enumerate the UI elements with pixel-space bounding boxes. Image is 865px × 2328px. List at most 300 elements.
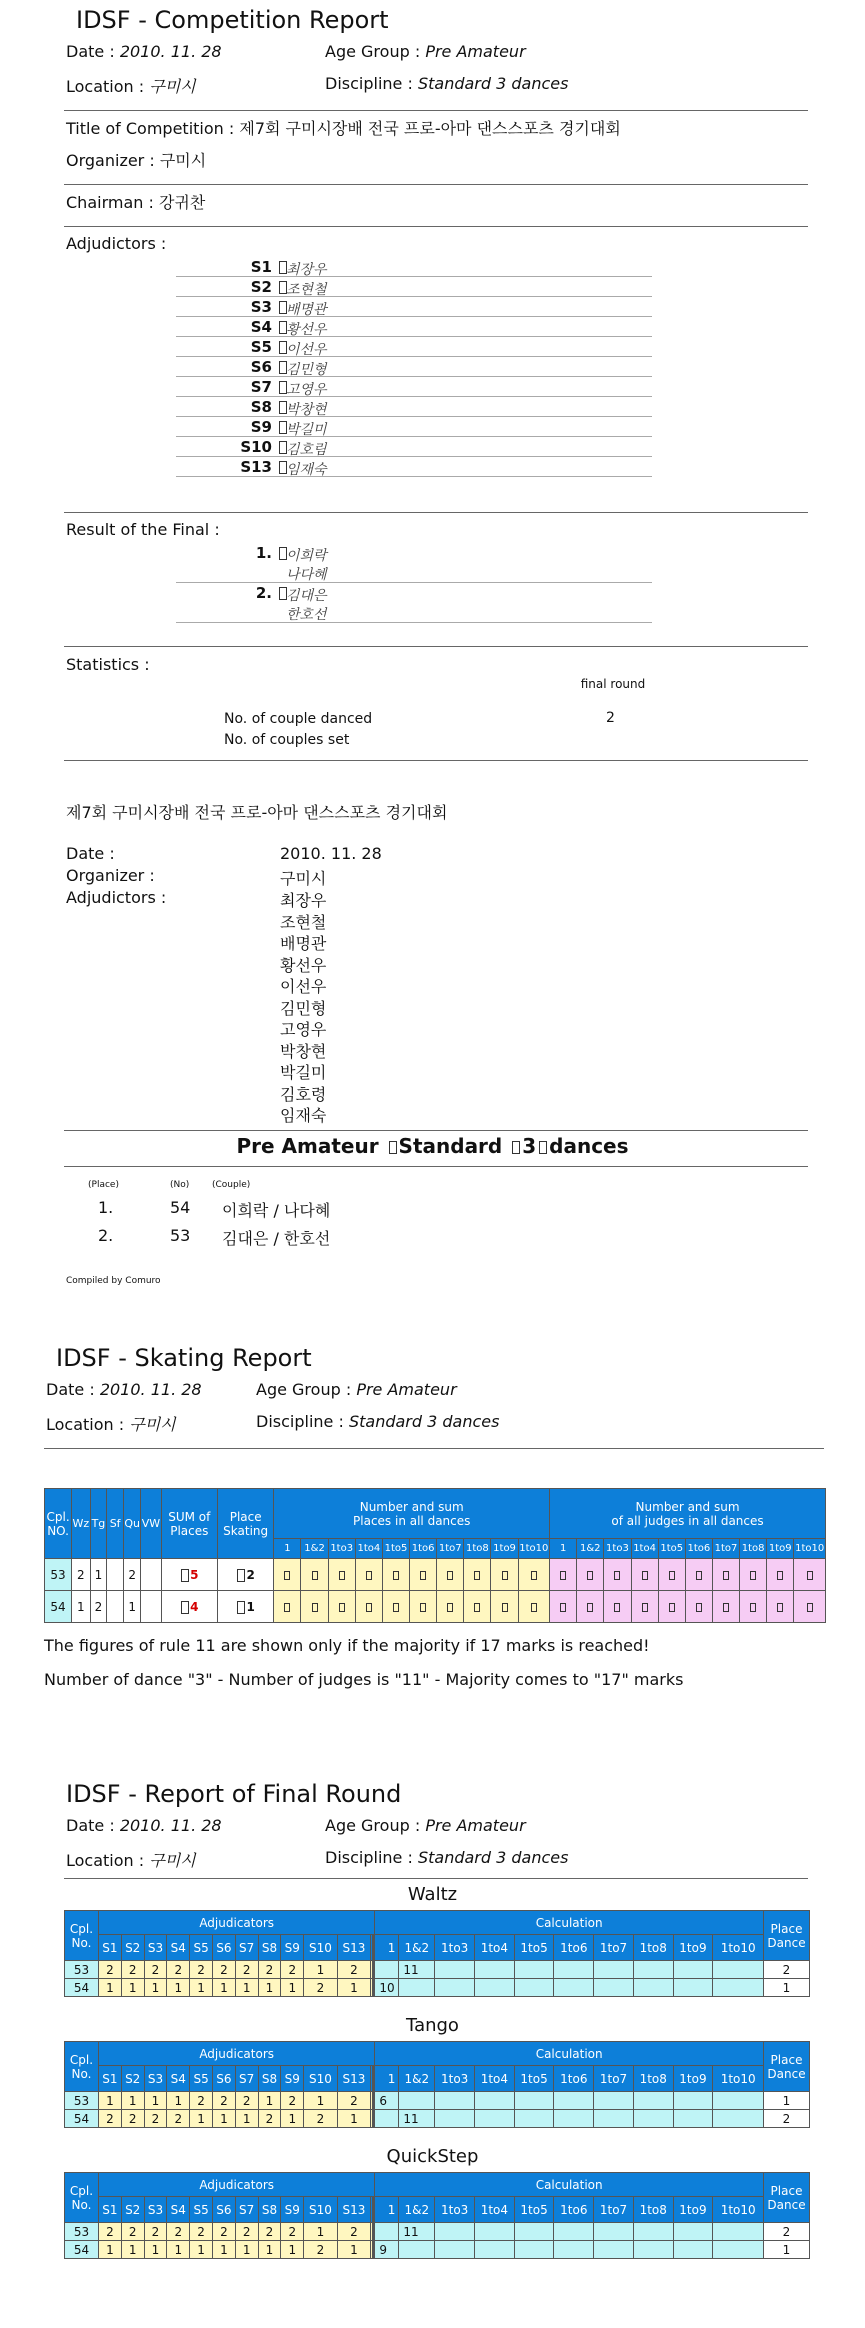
calc-cell xyxy=(554,2110,594,2128)
judge-mark: 1 xyxy=(144,2092,167,2110)
calc-cell xyxy=(475,1979,515,1997)
skating-note-rule11: The figures of rule 11 are shown only if the majority if 17 marks is reached! xyxy=(44,1636,650,1655)
result-partner-name: 김대은 xyxy=(286,588,327,604)
judge-mark: 1 xyxy=(190,2110,213,2128)
judge-mark: 2 xyxy=(258,2223,281,2241)
header-calc-col: 1to7 xyxy=(594,1935,634,1961)
box-glyph xyxy=(366,1571,372,1580)
judge-mark: 2 xyxy=(167,2110,190,2128)
box-glyph xyxy=(312,1603,318,1612)
result-place: 2. xyxy=(255,584,272,602)
judge-mark: 1 xyxy=(212,1979,235,1997)
couple-number: 53 xyxy=(45,1559,72,1591)
header-judge: S5 xyxy=(190,2197,213,2223)
judge-mark: 1 xyxy=(258,1979,281,1997)
final-round-table xyxy=(64,2041,810,2128)
judge-mark: 2 xyxy=(190,2092,213,2110)
divider xyxy=(64,1878,808,1879)
range-cell xyxy=(464,1591,491,1623)
discipline-value: Standard 3 dances xyxy=(417,1848,569,1867)
dance-place: 1 xyxy=(72,1591,90,1623)
couple-number: 53 xyxy=(65,1961,99,1979)
dance-name: QuickStep xyxy=(386,2146,479,2167)
judge-mark: 2 xyxy=(304,1979,338,1997)
skating-table xyxy=(44,1488,826,1623)
box-glyph xyxy=(669,1571,675,1580)
date-label: Date : xyxy=(66,42,115,61)
calc-cell: 11 xyxy=(399,1961,435,1979)
chairman-label: Chairman : xyxy=(66,193,154,212)
header-judge: S2 xyxy=(121,2197,144,2223)
judge-mark: 1 xyxy=(235,1979,258,1997)
adjudicator-code: S6 xyxy=(250,358,272,376)
calc-cell xyxy=(435,1979,475,1997)
header-row xyxy=(45,1489,826,1539)
range-cell xyxy=(550,1559,577,1591)
header-range: 1to8 xyxy=(740,1539,767,1559)
header-calc-col: 1to8 xyxy=(633,1935,673,1961)
header-judge: S8 xyxy=(258,2197,281,2223)
judge-mark: 2 xyxy=(212,2223,235,2241)
judge-mark: 1 xyxy=(337,2241,371,2259)
summary-adjudicator-name: 조현철 xyxy=(280,912,327,932)
skating-discipline-row xyxy=(256,1412,499,1431)
header-judge: S4 xyxy=(167,1935,190,1961)
judge-mark: 1 xyxy=(99,1979,122,1997)
box-glyph xyxy=(723,1603,729,1612)
header-range: 1to6 xyxy=(685,1539,712,1559)
place-skating xyxy=(217,1559,273,1591)
judge-mark: 1 xyxy=(235,2241,258,2259)
header-couple-number: Cpl. No. xyxy=(65,2042,99,2092)
calc-cell xyxy=(514,2092,554,2110)
summary-adjudicator-name: 김민형 xyxy=(280,998,327,1018)
range-cell xyxy=(301,1559,328,1591)
header-judge: S1 xyxy=(99,1935,122,1961)
couple-number: 54 xyxy=(65,1979,99,1997)
sum-of-places xyxy=(161,1591,217,1623)
range-cell xyxy=(301,1591,328,1623)
col-place-header: (Place) xyxy=(88,1180,119,1190)
range-cell xyxy=(437,1591,464,1623)
header-group-judges-line2: of all judges in all dances xyxy=(611,1513,764,1528)
date-row xyxy=(66,42,222,61)
ranking-place: 2. xyxy=(98,1226,114,1245)
box-glyph xyxy=(560,1571,566,1580)
header-calculation: Calculation xyxy=(375,2042,764,2066)
box-glyph xyxy=(750,1603,756,1612)
judge-mark: 2 xyxy=(144,1961,167,1979)
box-glyph xyxy=(750,1571,756,1580)
final-round-table xyxy=(64,2172,810,2259)
judge-mark: 1 xyxy=(212,2110,235,2128)
box-glyph xyxy=(389,1141,397,1154)
place-skating xyxy=(217,1591,273,1623)
discipline-label: Discipline : xyxy=(325,1848,413,1867)
box-glyph xyxy=(531,1603,537,1612)
header-judge: S4 xyxy=(167,2197,190,2223)
calc-cell xyxy=(435,2092,475,2110)
judge-mark: 2 xyxy=(337,1961,371,1979)
judge-mark: 1 xyxy=(121,1979,144,1997)
header-range: 1to7 xyxy=(437,1539,464,1559)
header-place-skating: Place Skating xyxy=(217,1489,273,1559)
judge-mark: 1 xyxy=(144,1979,167,1997)
range-cell xyxy=(355,1559,382,1591)
col-no-header: (No) xyxy=(170,1180,190,1190)
header-place-dance: Place Dance xyxy=(764,1911,810,1961)
place-dance: 2 xyxy=(764,2223,810,2241)
adjudicator-name: 김민형 xyxy=(286,362,327,378)
header-adjudicators: Adjudicators xyxy=(99,2042,375,2066)
range-cell xyxy=(712,1559,739,1591)
calc-cell xyxy=(554,2223,594,2241)
box-glyph xyxy=(447,1571,453,1580)
header-judge: S9 xyxy=(281,2066,304,2092)
header-range: 1to4 xyxy=(631,1539,658,1559)
location-value: 구미시 xyxy=(149,1851,196,1870)
judge-mark: 2 xyxy=(121,1961,144,1979)
box-glyph xyxy=(339,1571,345,1580)
box-glyph xyxy=(237,1601,245,1614)
calc-cell: 10 xyxy=(375,1979,399,1997)
adjudicator-name: 김호림 xyxy=(286,442,327,458)
adjudicator-name: 박창현 xyxy=(286,402,327,418)
header-judge: S9 xyxy=(281,1935,304,1961)
header-judge: S10 xyxy=(304,1935,338,1961)
range-cell xyxy=(794,1591,826,1623)
final-round-title: IDSF - Report of Final Round xyxy=(66,1780,402,1808)
header-calc-col: 1to10 xyxy=(713,2066,764,2092)
date-value: 2010. 11. 28 xyxy=(99,1380,202,1399)
range-cell xyxy=(328,1559,355,1591)
header-judge: S6 xyxy=(212,2066,235,2092)
organizer-value: 구미시 xyxy=(159,151,207,170)
calc-cell xyxy=(399,1979,435,1997)
dance-name: Tango xyxy=(406,2015,459,2036)
header-calc-col: 1to6 xyxy=(554,1935,594,1961)
calc-cell xyxy=(554,1961,594,1979)
couple-number: 53 xyxy=(65,2092,99,2110)
skating-date-row xyxy=(46,1380,202,1399)
calc-cell xyxy=(399,2241,435,2259)
header-judge: S5 xyxy=(190,2066,213,2092)
judge-mark: 2 xyxy=(121,2223,144,2241)
calc-cell xyxy=(594,2110,634,2128)
summary-adjudicator-name: 임재숙 xyxy=(280,1106,327,1125)
adjudicator-name: 박길미 xyxy=(286,422,327,438)
header-judge-row xyxy=(65,2197,810,2223)
result-partner-name: 나다혜 xyxy=(286,567,327,583)
sum-value: 5 xyxy=(190,1567,199,1582)
judge-mark: 2 xyxy=(235,2092,258,2110)
range-cell xyxy=(328,1591,355,1623)
couple-number: 54 xyxy=(65,2110,99,2128)
place-dance: 2 xyxy=(764,2110,810,2128)
judge-mark: 1 xyxy=(190,1979,213,1997)
location-label: Location : xyxy=(66,1851,145,1870)
skating-age-row xyxy=(256,1380,457,1399)
divider xyxy=(64,184,808,185)
adjudicator-code: S13 xyxy=(240,458,272,476)
result-line xyxy=(176,604,652,623)
adjudicator-name: 배명관 xyxy=(286,302,327,318)
box-glyph xyxy=(393,1571,399,1580)
calc-cell xyxy=(673,2092,713,2110)
range-cell xyxy=(685,1559,712,1591)
header-range: 1to7 xyxy=(712,1539,739,1559)
judge-mark: 2 xyxy=(304,2241,338,2259)
dance-place: 2 xyxy=(72,1559,90,1591)
header-calc-col: 1to4 xyxy=(475,2066,515,2092)
header-calc-col: 1to6 xyxy=(554,2066,594,2092)
box-glyph xyxy=(502,1603,508,1612)
judge-mark: 1 xyxy=(121,2241,144,2259)
dance-name: Waltz xyxy=(407,1884,458,1905)
age-label: Age Group : xyxy=(325,1816,421,1835)
divider xyxy=(64,646,808,647)
header-judge-row xyxy=(65,2066,810,2092)
ranking-number: 53 xyxy=(170,1226,191,1245)
header-calc-col: 1to4 xyxy=(475,1935,515,1961)
header-judge: S13 xyxy=(337,1935,371,1961)
range-cell xyxy=(767,1591,794,1623)
judge-mark: 2 xyxy=(144,2110,167,2128)
judge-mark: 2 xyxy=(99,1961,122,1979)
dance-place xyxy=(141,1591,161,1623)
dance-place: 1 xyxy=(123,1591,140,1623)
header-calc-col: 1to5 xyxy=(514,1935,554,1961)
box-glyph xyxy=(614,1603,620,1612)
header-calc-col: 1to7 xyxy=(594,2066,634,2092)
summary-adjudicator-name: 황선우 xyxy=(280,955,327,975)
range-cell xyxy=(712,1591,739,1623)
dance-place xyxy=(141,1559,161,1591)
range-cell xyxy=(658,1559,685,1591)
table-row xyxy=(65,2241,810,2259)
box-glyph xyxy=(181,1569,189,1582)
judge-mark: 2 xyxy=(190,1961,213,1979)
calc-cell xyxy=(633,1979,673,1997)
discipline-label: Discipline : xyxy=(256,1412,344,1431)
final-round-table xyxy=(64,1910,810,1997)
range-cell xyxy=(410,1591,437,1623)
summary-adjudicators-label: Adjudictors : xyxy=(66,888,167,907)
box-glyph xyxy=(237,1569,245,1582)
calc-cell xyxy=(594,1979,634,1997)
box-glyph xyxy=(181,1601,189,1614)
summary-adjudicator-name: 최장우 xyxy=(280,891,327,910)
header-range: 1&2 xyxy=(577,1539,604,1559)
header-judge: S10 xyxy=(304,2197,338,2223)
range-cell xyxy=(464,1559,491,1591)
judge-mark: 1 xyxy=(258,2092,281,2110)
header-range: 1to10 xyxy=(794,1539,826,1559)
header-range: 1to3 xyxy=(328,1539,355,1559)
discipline-row xyxy=(325,74,568,93)
calc-cell xyxy=(554,1979,594,1997)
divider xyxy=(64,512,808,513)
judge-mark: 1 xyxy=(304,2092,338,2110)
box-glyph xyxy=(696,1603,702,1612)
calc-cell xyxy=(475,2241,515,2259)
age-label: Age Group : xyxy=(325,42,421,61)
skating-location-row xyxy=(46,1412,176,1435)
header-judge: S13 xyxy=(337,2066,371,2092)
age-value: Pre Amateur xyxy=(425,1816,526,1835)
calc-cell xyxy=(435,2223,475,2241)
judge-mark: 2 xyxy=(212,1961,235,1979)
date-label: Date : xyxy=(66,1816,115,1835)
heading-dances: dances xyxy=(549,1134,629,1158)
calc-cell xyxy=(375,2110,399,2128)
stat-column-header: final round xyxy=(580,677,646,691)
table-row xyxy=(65,1979,810,1997)
range-cell xyxy=(518,1559,549,1591)
header-range: 1to9 xyxy=(767,1539,794,1559)
age-value: Pre Amateur xyxy=(425,42,526,61)
header-row xyxy=(65,1911,810,1935)
age-value: Pre Amateur xyxy=(356,1380,457,1399)
header-range: 1&2 xyxy=(301,1539,328,1559)
judge-mark: 2 xyxy=(258,2110,281,2128)
location-value: 구미시 xyxy=(149,77,196,96)
box-glyph xyxy=(587,1603,593,1612)
header-calc-col: 1to6 xyxy=(554,2197,594,2223)
header-range: 1to10 xyxy=(518,1539,549,1559)
judge-mark: 1 xyxy=(212,2241,235,2259)
header-calc-col: 1to9 xyxy=(673,1935,713,1961)
dance-place xyxy=(107,1591,124,1623)
couple-number: 54 xyxy=(45,1591,72,1623)
judge-mark: 1 xyxy=(281,2241,304,2259)
ranking-place: 1. xyxy=(98,1198,114,1217)
judge-mark: 1 xyxy=(99,2241,122,2259)
result-line xyxy=(176,564,652,583)
calc-cell: 9 xyxy=(375,2241,399,2259)
dance-place: 2 xyxy=(123,1559,140,1591)
calc-cell xyxy=(673,2110,713,2128)
judge-mark: 1 xyxy=(337,1979,371,1997)
range-cell xyxy=(382,1591,409,1623)
divider xyxy=(64,1130,808,1131)
header-adjudicators: Adjudicators xyxy=(99,2173,375,2197)
judge-mark: 1 xyxy=(167,2092,190,2110)
box-glyph xyxy=(366,1603,372,1612)
calc-cell: 11 xyxy=(399,2223,435,2241)
box-glyph xyxy=(560,1603,566,1612)
header-calc-col: 1to5 xyxy=(514,2066,554,2092)
calc-cell xyxy=(475,2223,515,2241)
judge-mark: 2 xyxy=(281,1961,304,1979)
divider xyxy=(44,1448,824,1449)
adjudicator-code: S8 xyxy=(250,398,272,416)
header-judge: S8 xyxy=(258,2066,281,2092)
calc-cell xyxy=(554,2092,594,2110)
judge-mark: 2 xyxy=(144,2223,167,2241)
result-partner-name: 이희락 xyxy=(286,548,327,564)
box-glyph xyxy=(284,1603,290,1612)
header-range: 1to3 xyxy=(604,1539,631,1559)
judge-mark: 1 xyxy=(167,1979,190,1997)
date-value: 2010. 11. 28 xyxy=(119,42,222,61)
box-glyph xyxy=(284,1571,290,1580)
box-glyph xyxy=(777,1603,783,1612)
header-judge: S3 xyxy=(144,2066,167,2092)
header-judge: S2 xyxy=(121,2066,144,2092)
divider xyxy=(64,226,808,227)
header-group-places xyxy=(274,1489,550,1539)
range-cell xyxy=(410,1559,437,1591)
header-group-judges-line1: Number and sum xyxy=(635,1499,740,1514)
header-judge: S3 xyxy=(144,2197,167,2223)
calc-cell: 6 xyxy=(375,2092,399,2110)
header-judge: S2 xyxy=(121,1935,144,1961)
calc-cell xyxy=(594,1961,634,1979)
couple-number: 53 xyxy=(65,2223,99,2241)
place-dance: 1 xyxy=(764,2092,810,2110)
summary-adjudicator-name: 이선우 xyxy=(280,977,327,996)
calc-cell xyxy=(633,1961,673,1979)
header-range: 1to6 xyxy=(410,1539,437,1559)
table-row xyxy=(65,2092,810,2110)
final-age-row xyxy=(325,1816,526,1835)
stat-row-couples-danced: No. of couple danced xyxy=(224,711,373,727)
header-group-places-line2: Places in all dances xyxy=(353,1513,471,1528)
skating-note-majority: Number of dance "3" - Number of judges is "11" - Majority comes to "17" marks xyxy=(44,1670,684,1689)
header-calc-col: 1to8 xyxy=(633,2066,673,2092)
judge-mark: 1 xyxy=(304,1961,338,1979)
heading-discipline: Standard xyxy=(398,1134,503,1158)
header-judge: S10 xyxy=(304,2066,338,2092)
ranking-couple: 이희락 / 나다혜 xyxy=(222,1201,331,1220)
calc-cell xyxy=(399,2092,435,2110)
judge-mark: 2 xyxy=(167,1961,190,1979)
calc-cell xyxy=(633,2241,673,2259)
calc-cell xyxy=(514,2110,554,2128)
divider xyxy=(64,1166,808,1167)
location-label: Location : xyxy=(46,1415,125,1434)
range-cell xyxy=(767,1559,794,1591)
header-calc-col: 1to9 xyxy=(673,2066,713,2092)
table-row xyxy=(65,1961,810,1979)
range-cell xyxy=(491,1559,518,1591)
summary-adjudicator-name: 박길미 xyxy=(280,1063,327,1082)
header-calc-col: 1to5 xyxy=(514,2197,554,2223)
box-glyph xyxy=(474,1603,480,1612)
calc-cell xyxy=(713,1979,764,1997)
range-cell xyxy=(437,1559,464,1591)
box-glyph xyxy=(393,1603,399,1612)
summary-adjudicator-name: 고영우 xyxy=(280,1020,327,1039)
box-glyph xyxy=(642,1571,648,1580)
calc-cell xyxy=(554,2241,594,2259)
header-calc-col: 1to9 xyxy=(673,2197,713,2223)
judge-mark: 2 xyxy=(190,2223,213,2241)
header-calc-col: 1to3 xyxy=(435,2066,475,2092)
box-glyph xyxy=(777,1571,783,1580)
calc-cell xyxy=(713,2223,764,2241)
header-calc-col: 1to4 xyxy=(475,2197,515,2223)
discipline-value: Standard 3 dances xyxy=(348,1412,500,1431)
header-calc-col: 1to10 xyxy=(713,1935,764,1961)
summary-date-label: Date : xyxy=(66,844,115,863)
age-label: Age Group : xyxy=(256,1380,352,1399)
calc-cell xyxy=(514,2241,554,2259)
calc-cell xyxy=(594,2223,634,2241)
dance-place: 1 xyxy=(90,1559,107,1591)
range-cell xyxy=(631,1559,658,1591)
